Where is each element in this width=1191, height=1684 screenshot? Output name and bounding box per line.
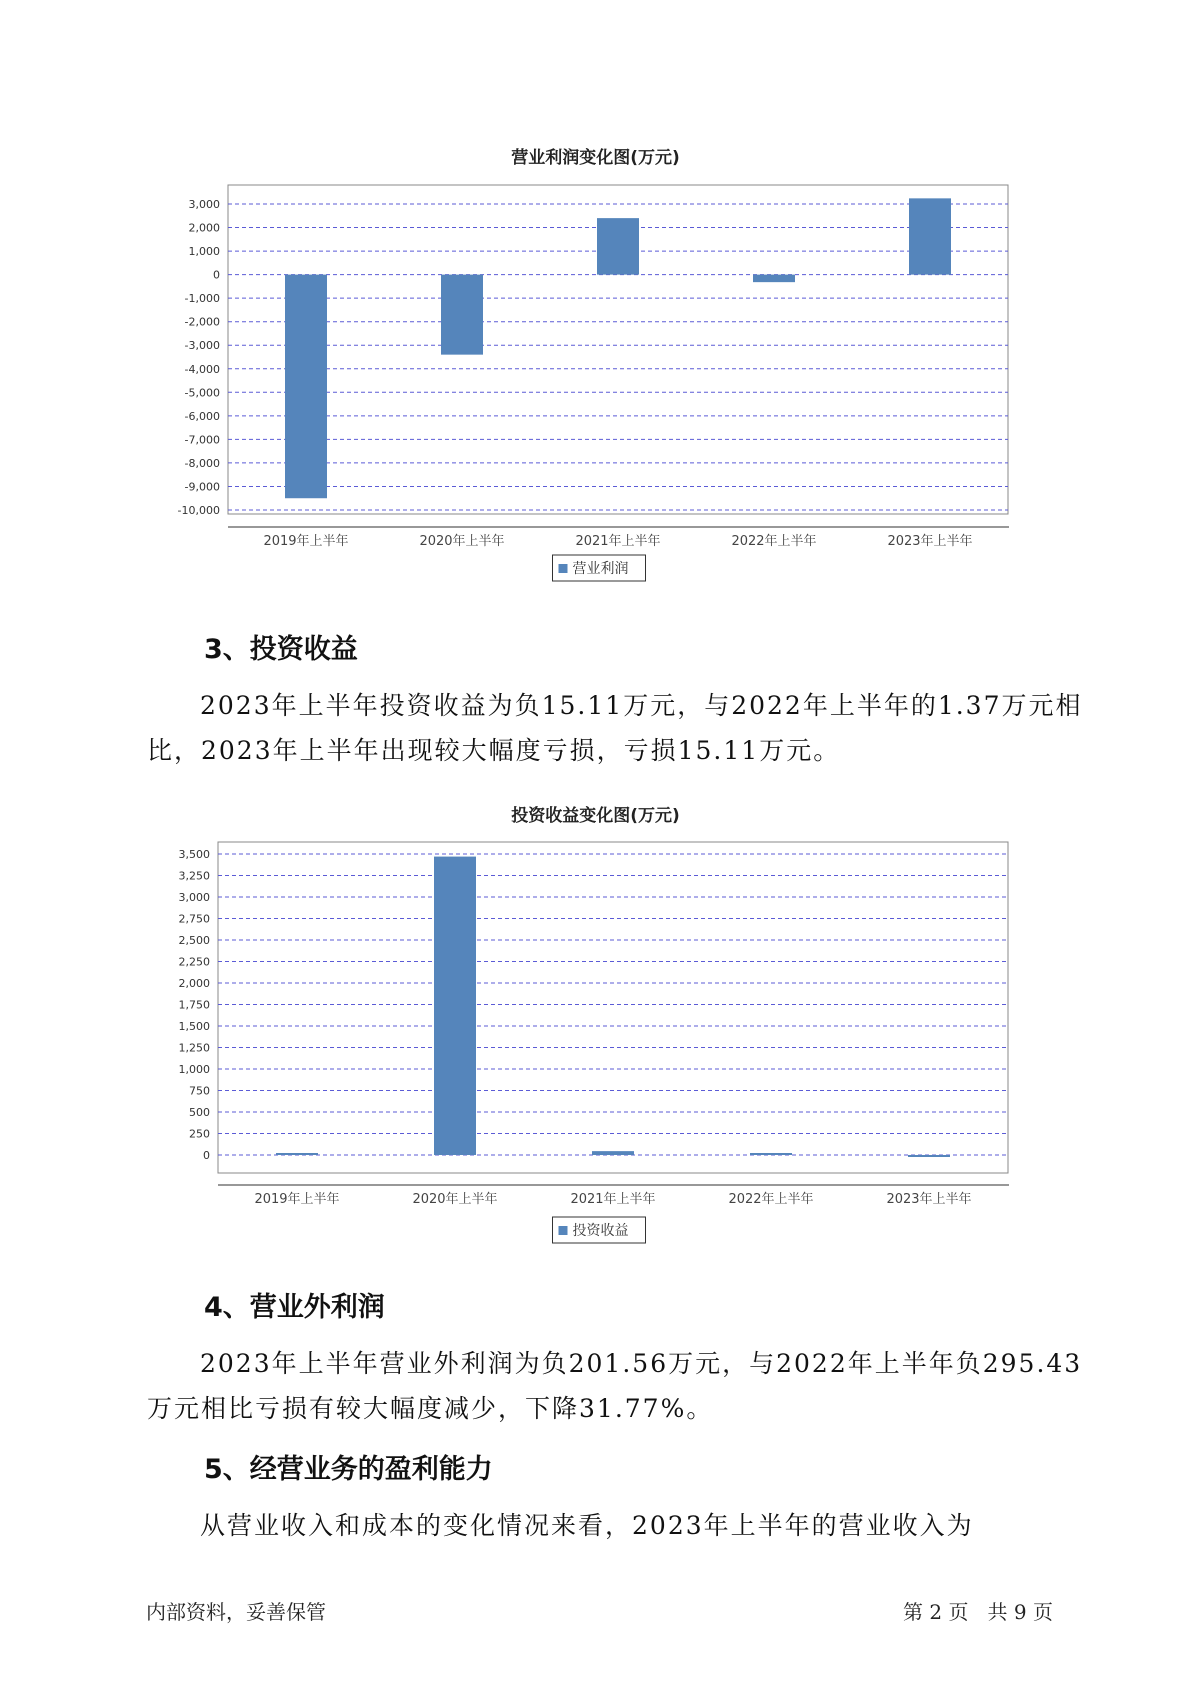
- x-tick-label: 2020年上半年: [412, 1192, 498, 1207]
- x-tick-label: 2022年上半年: [731, 534, 817, 549]
- section-4-line-2: 万元相比亏损有较大幅度减少，下降31.77%。: [147, 1394, 714, 1423]
- bar-2023年上半年: [909, 198, 951, 274]
- y-tick-label: -2,000: [184, 315, 220, 329]
- y-tick-label: 3,000: [178, 891, 210, 904]
- x-tick-label: 2022年上半年: [728, 1192, 814, 1207]
- y-tick-label: -6,000: [184, 409, 220, 423]
- x-tick-label: 2019年上半年: [263, 534, 349, 549]
- y-tick-label: 2,250: [178, 955, 210, 969]
- bar-2022年上半年: [750, 1153, 792, 1155]
- section-3-line-1: 2023年上半年投资收益为负15.11万元，与2022年上半年的1.37万元相: [200, 691, 1083, 720]
- bar-2019年上半年: [285, 275, 327, 499]
- footer-confidential: 内部资料，妥善保管: [146, 1600, 326, 1624]
- y-tick-label: 1,000: [178, 1063, 210, 1076]
- y-tick-label: -4,000: [184, 362, 220, 376]
- y-tick-label: -8,000: [184, 456, 220, 470]
- y-tick-label: 500: [189, 1106, 210, 1119]
- chart2-title: 投资收益变化图(万元): [511, 806, 680, 826]
- legend-label: 投资收益: [572, 1223, 629, 1239]
- y-tick-label: -7,000: [184, 433, 220, 447]
- y-tick-label: 3,000: [188, 198, 220, 211]
- bar-2020年上半年: [434, 857, 476, 1155]
- section-4-line-1: 2023年上半年营业外利润为负201.56万元，与2022年上半年负295.43: [200, 1349, 1083, 1378]
- y-tick-label: 2,000: [178, 977, 210, 990]
- y-tick-label: 1,750: [178, 998, 210, 1012]
- y-tick-label: -10,000: [177, 504, 220, 517]
- section-4-heading: 4、营业外利润: [204, 1292, 385, 1323]
- legend-swatch: [559, 1226, 568, 1235]
- section-3-line-2: 比，2023年上半年出现较大幅度亏损，亏损15.11万元。: [147, 736, 841, 765]
- y-tick-label: 2,500: [178, 934, 210, 947]
- y-tick-label: -9,000: [184, 480, 220, 494]
- x-tick-label: 2021年上半年: [570, 1192, 656, 1207]
- y-tick-label: -3,000: [184, 339, 220, 353]
- y-tick-label: 2,750: [178, 912, 210, 926]
- plot-area: [218, 842, 1008, 1173]
- y-tick-label: 1,250: [178, 1041, 210, 1055]
- y-tick-label: 0: [213, 268, 220, 282]
- x-tick-label: 2023年上半年: [887, 534, 973, 549]
- bar-2020年上半年: [441, 275, 483, 355]
- bar-2019年上半年: [276, 1153, 318, 1155]
- y-tick-label: 1,000: [188, 245, 220, 259]
- section-5-line-1: 从营业收入和成本的变化情况来看，2023年上半年的营业收入为: [200, 1511, 974, 1540]
- y-tick-label: 3,500: [178, 848, 210, 861]
- y-tick-label: -1,000: [184, 292, 220, 306]
- x-tick-label: 2020年上半年: [419, 534, 505, 549]
- legend-swatch: [559, 564, 568, 573]
- bar-2021年上半年: [592, 1151, 634, 1155]
- bar-2021年上半年: [597, 218, 639, 274]
- y-tick-label: 1,500: [178, 1020, 210, 1033]
- legend-label: 营业利润: [572, 561, 629, 577]
- y-tick-label: 0: [203, 1149, 210, 1162]
- operating-profit-chart: [0, 170, 1191, 630]
- chart1-title: 营业利润变化图(万元): [511, 148, 680, 168]
- x-tick-label: 2021年上半年: [575, 534, 661, 549]
- y-tick-label: 750: [189, 1084, 210, 1098]
- bar-2023年上半年: [908, 1155, 950, 1157]
- section-3-heading: 3、投资收益: [204, 634, 358, 665]
- x-tick-label: 2023年上半年: [886, 1192, 972, 1207]
- y-tick-label: -5,000: [184, 386, 220, 400]
- bar-2022年上半年: [753, 275, 795, 283]
- y-tick-label: 3,250: [178, 869, 210, 883]
- footer-page-number: 第 2 页 共 9 页: [903, 1600, 1053, 1624]
- investment-income-chart: [0, 830, 1191, 1260]
- y-tick-label: 2,000: [188, 221, 220, 235]
- x-tick-label: 2019年上半年: [254, 1192, 340, 1207]
- y-tick-label: 250: [189, 1127, 210, 1141]
- section-5-heading: 5、经营业务的盈利能力: [204, 1454, 493, 1485]
